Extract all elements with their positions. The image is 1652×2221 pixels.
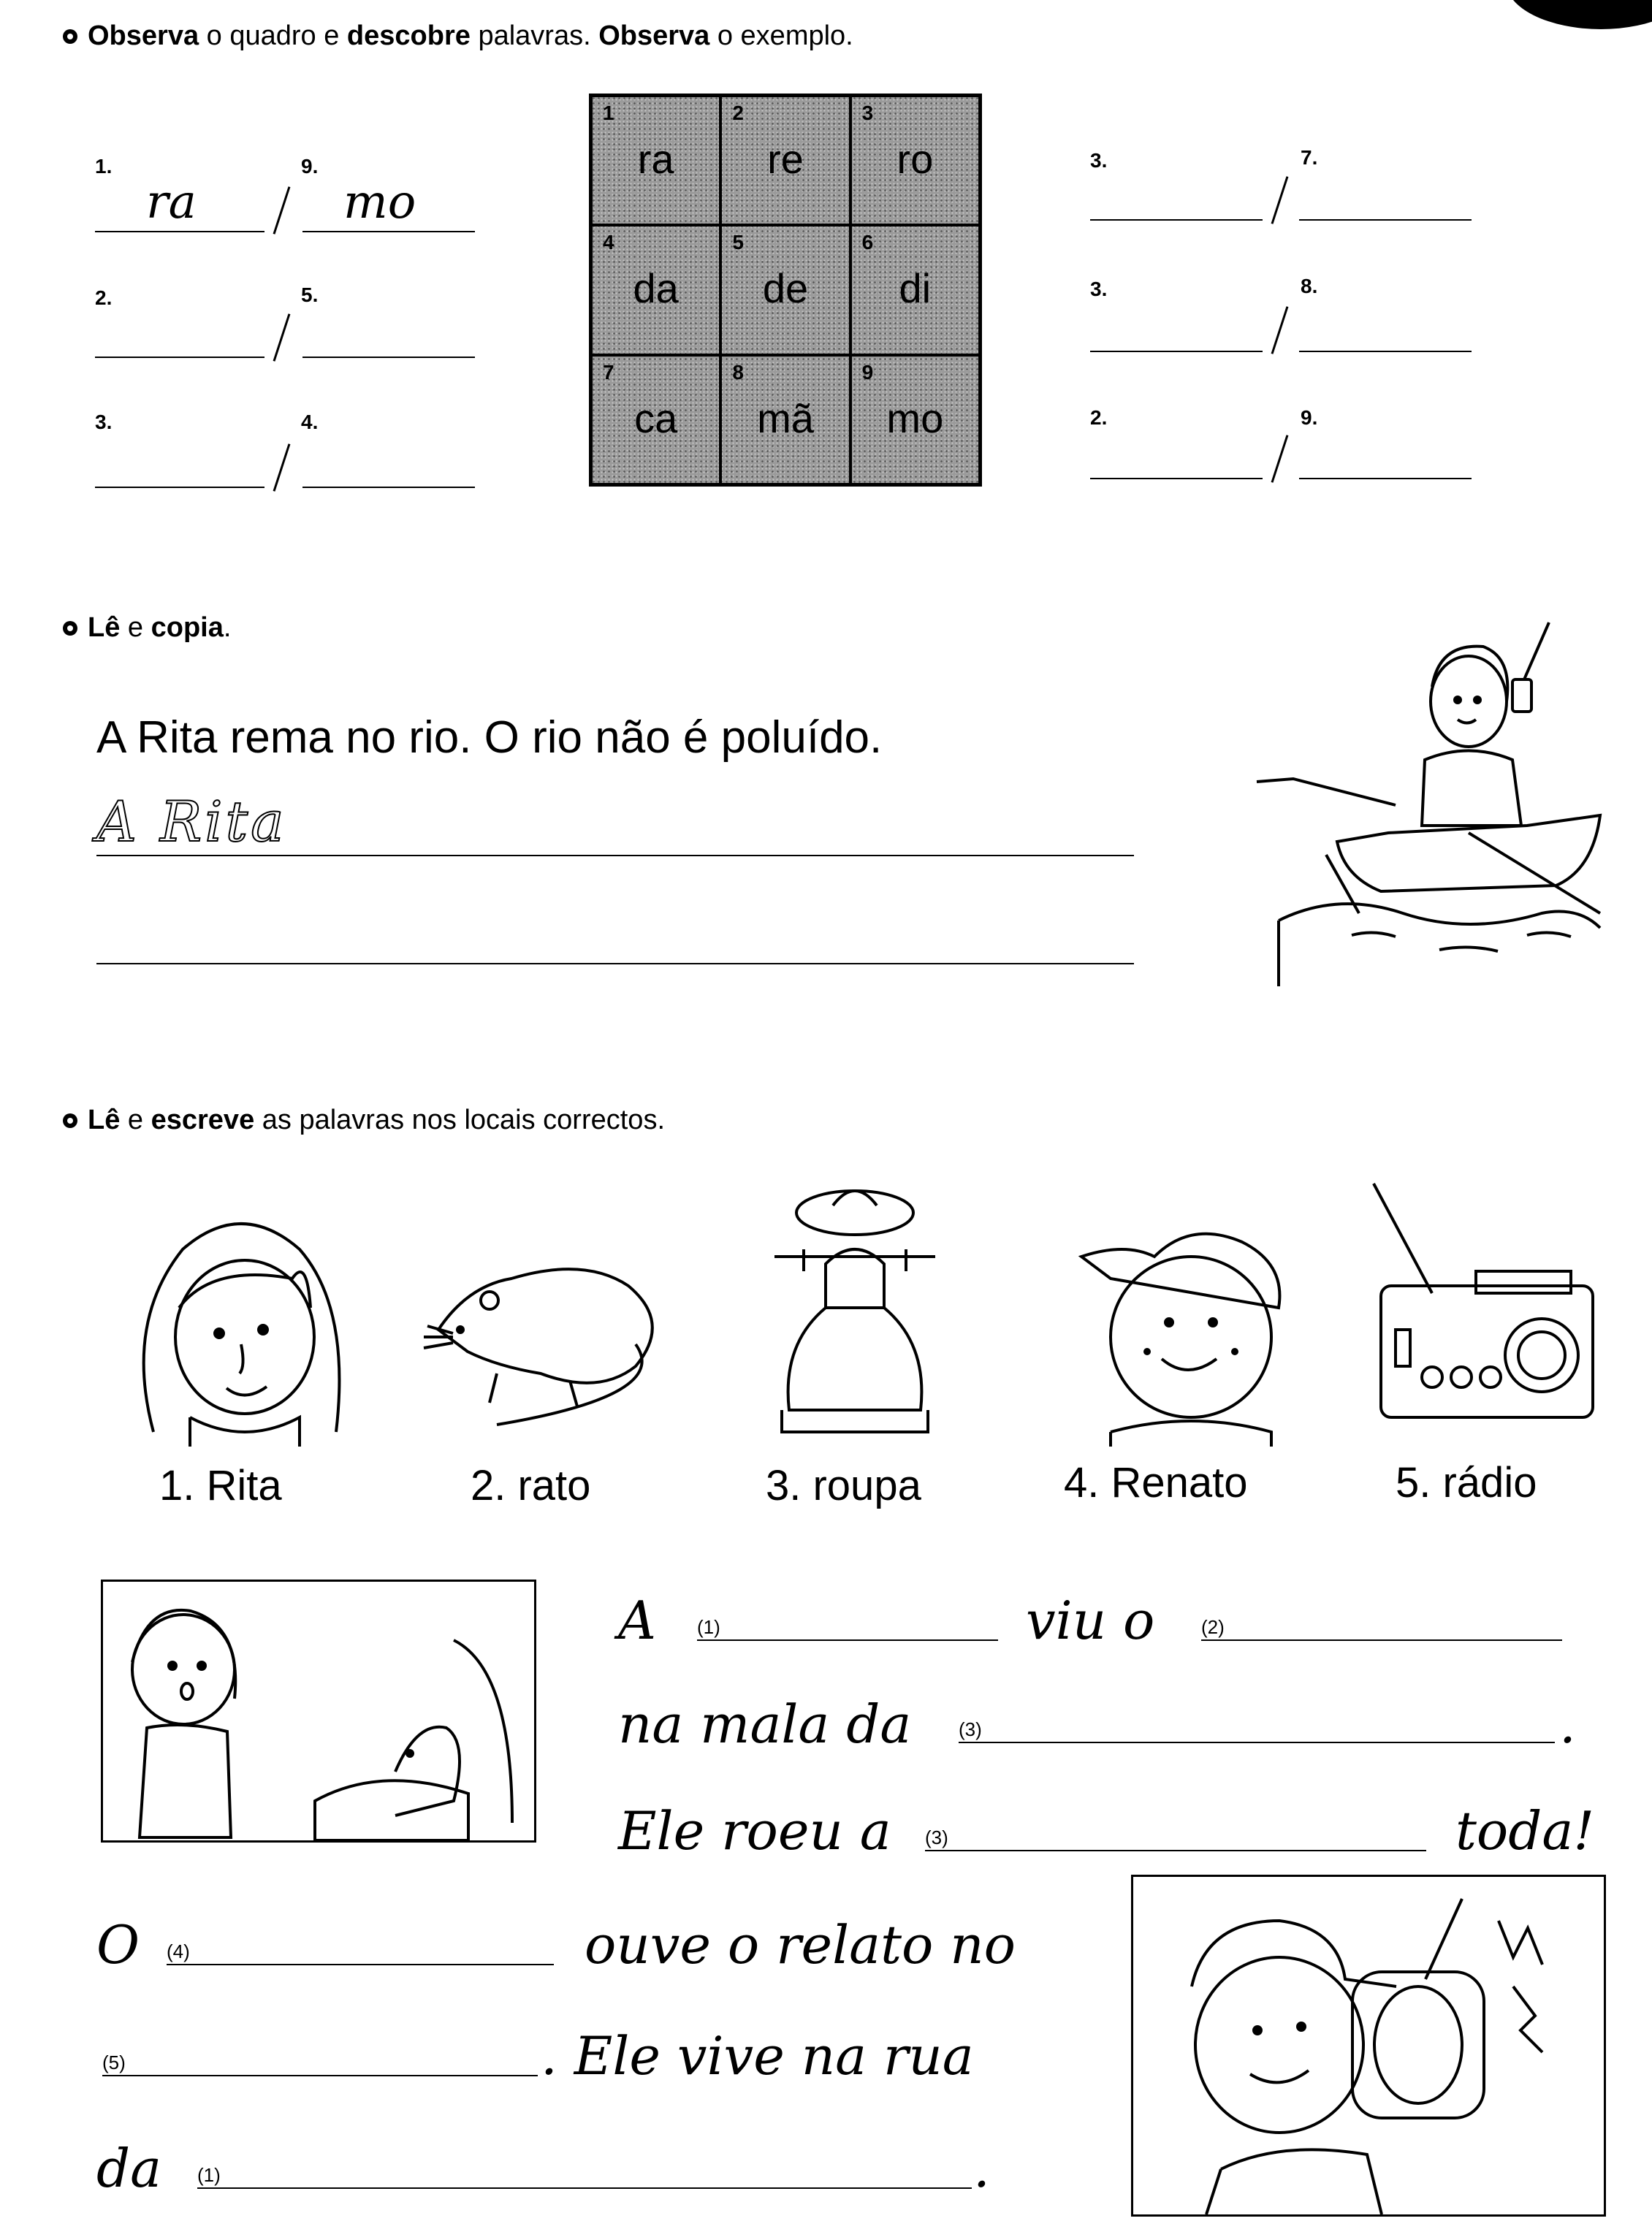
girl-rowing-illustration [1249, 614, 1615, 994]
answer-line[interactable] [95, 231, 264, 232]
story-text: O [96, 1914, 140, 1976]
answer-line[interactable] [95, 357, 264, 358]
bullet-icon [63, 621, 77, 636]
grid-cell: 5 de [720, 225, 850, 354]
answer-line[interactable] [1299, 351, 1472, 352]
rita-face-illustration [117, 1198, 365, 1447]
blank-number: (1) [197, 2164, 221, 2186]
answer-line[interactable] [95, 487, 264, 488]
rat-illustration [409, 1227, 687, 1432]
story-text: da [96, 2138, 162, 2199]
story-text: viu o [1026, 1590, 1155, 1651]
blank-line[interactable] [197, 2187, 972, 2189]
pair-number: 2. [95, 286, 113, 309]
slash [273, 443, 291, 492]
pair-number: 5. [301, 283, 319, 306]
pair-number: 4. [301, 411, 319, 433]
renato-face-illustration [1067, 1213, 1301, 1447]
answer-line[interactable] [1090, 351, 1263, 352]
blank-line[interactable] [697, 1639, 998, 1641]
blank-number: (2) [1201, 1616, 1225, 1638]
story-text: na mala da [618, 1694, 912, 1755]
grid-cell: 6 di [850, 225, 980, 354]
pair-number: 8. [1301, 275, 1318, 297]
story-text: toda! [1455, 1800, 1595, 1862]
blank-number: (1) [697, 1616, 720, 1638]
pair-number: 9. [1301, 406, 1318, 429]
instruction-3: Lê e escreve as palavras nos locais correctos. [63, 1105, 665, 1136]
grid-cell: 8 mã [720, 355, 850, 484]
caption-2: 2. rato [471, 1462, 591, 1509]
pair-number: 9. [301, 155, 319, 178]
blank-number: (3) [925, 1826, 948, 1848]
blank-line[interactable] [1201, 1639, 1562, 1641]
caption-1: 1. Rita [159, 1462, 282, 1509]
story-picture-right [1131, 1875, 1606, 2217]
story-text: ouve o relato no [585, 1914, 1016, 1976]
blank-line[interactable] [925, 1850, 1426, 1851]
blank-number: (5) [102, 2052, 126, 2073]
answer-example-a: ra [146, 175, 197, 229]
caption-3: 3. roupa [766, 1462, 921, 1509]
caption-5: 5. rádio [1396, 1459, 1537, 1506]
grid-cell: 1 ra [591, 96, 720, 225]
caption-4: 4. Renato [1064, 1459, 1248, 1506]
blank-line[interactable] [102, 2075, 538, 2076]
slash [273, 186, 291, 235]
bullet-icon [63, 1113, 77, 1128]
copy-line-2[interactable] [96, 963, 1134, 964]
pair-number: 3. [1090, 278, 1108, 300]
answer-line[interactable] [302, 357, 475, 358]
grid-cell: 2 re [720, 96, 850, 225]
answer-example-b: mo [343, 175, 416, 229]
answer-line[interactable] [302, 231, 475, 232]
pair-number: 3. [95, 411, 113, 433]
girl-and-rat-illustration [103, 1582, 534, 1840]
renato-with-radio-illustration [1133, 1877, 1604, 2214]
sentence-to-copy: A Rita rema no rio. O rio não é poluído. [96, 712, 883, 763]
answer-line[interactable] [1299, 478, 1472, 479]
corner-mark [1506, 0, 1652, 29]
slash [1271, 435, 1289, 483]
story-text: Ele roeu a [618, 1800, 891, 1862]
blank-line[interactable] [959, 1742, 1555, 1743]
story-text: . [973, 2138, 990, 2199]
clothes-illustration [760, 1169, 979, 1439]
pair-number: 2. [1090, 406, 1108, 429]
grid-cell: 9 mo [850, 355, 980, 484]
story-text: . [1559, 1694, 1576, 1755]
story-text: . Ele vive na rua [541, 2025, 974, 2087]
grid-cell: 3 ro [850, 96, 980, 225]
syllable-grid [589, 94, 982, 487]
slash [1271, 176, 1289, 224]
pair-number: 3. [1090, 149, 1108, 172]
blank-number: (4) [167, 1940, 190, 1962]
pair-number: 7. [1301, 146, 1318, 169]
answer-line[interactable] [1299, 219, 1472, 221]
bullet-icon [63, 29, 77, 44]
answer-line[interactable] [1090, 219, 1263, 221]
answer-line[interactable] [302, 487, 475, 488]
radio-illustration [1366, 1176, 1600, 1425]
grid-cell: 7 ca [591, 355, 720, 484]
grid-cell: 4 da [591, 225, 720, 354]
slash [273, 313, 291, 362]
blank-line[interactable] [167, 1964, 554, 1965]
blank-number: (3) [959, 1718, 982, 1740]
copy-line-1[interactable] [96, 855, 1134, 856]
instruction-2: Lê e copia. [63, 612, 231, 644]
slash [1271, 306, 1289, 354]
story-text: A [618, 1590, 656, 1651]
answer-line[interactable] [1090, 478, 1263, 479]
instruction-1: Observa o quadro e descobre palavras. Observa o exemplo. [63, 20, 853, 52]
traced-example: A Rita [96, 789, 287, 854]
story-picture-left [101, 1580, 536, 1843]
pair-number: 1. [95, 155, 113, 178]
